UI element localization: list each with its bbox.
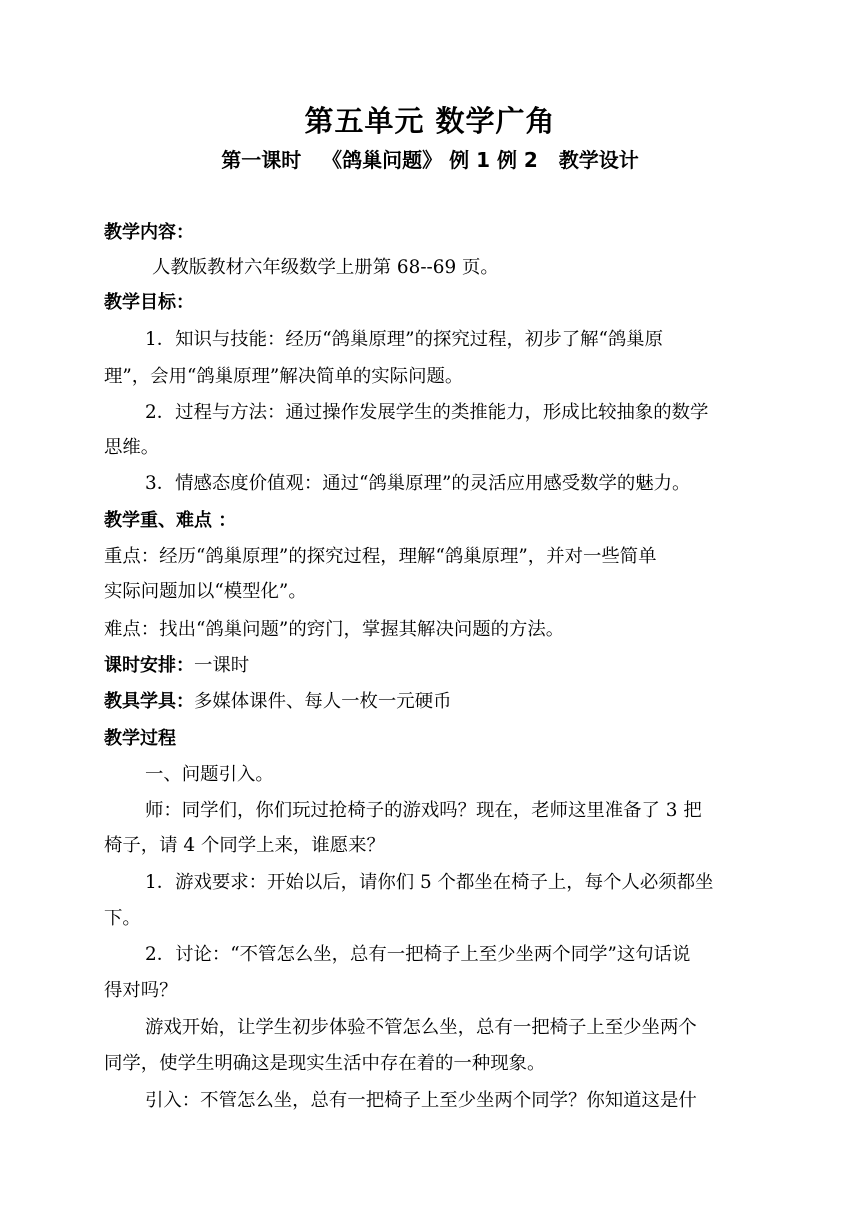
- materials-line: [104, 687, 451, 717]
- schedule-label: 课时安排：: [104, 655, 194, 676]
- schedule-line: [104, 651, 249, 681]
- page-subtitle: 第一课时 《鸽巢问题》 例 1 例 2 教学设计: [221, 148, 639, 172]
- paragraph-line: 一、问题引入。: [145, 764, 274, 785]
- paragraph-line: 思维。: [104, 437, 160, 458]
- paragraph-line: 师：同学们，你们玩过抢椅子的游戏吗？现在，老师这里准备了 3 把: [145, 800, 702, 821]
- paragraph-line: 下。: [104, 908, 141, 929]
- paragraph-line: 得对吗？: [104, 980, 178, 1001]
- materials-label: 教具学具：: [104, 691, 194, 712]
- paragraph-line: 理”，会用“鸽巢原理”解决简单的实际问题。: [104, 366, 464, 387]
- paragraph-line: 实际问题加以“模型化”。: [104, 581, 307, 602]
- paragraph-line: 2．讨论：“不管怎么坐，总有一把椅子上至少坐两个同学”这句话说: [145, 944, 691, 965]
- heading-teaching-process: 教学过程: [104, 728, 176, 749]
- paragraph-line: 重点：经历“鸽巢原理”的探究过程，理解“鸽巢原理”，并对一些简单: [104, 546, 657, 567]
- paragraph-line: 椅子，请 4 个同学上来，谁愿来？: [104, 835, 385, 856]
- paragraph-line: 3．情感态度价值观：通过“鸽巢原理”的灵活应用感受数学的魅力。: [145, 473, 691, 494]
- paragraph-line: 引入：不管怎么坐，总有一把椅子上至少坐两个同学？你知道这是什: [145, 1090, 697, 1111]
- heading-key-points: 教学重、难点 ：: [104, 510, 237, 531]
- heading-teaching-goals: 教学目标：: [104, 292, 194, 313]
- paragraph-line: 同学，使学生明确这是现实生活中存在着的一种现象。: [104, 1053, 546, 1074]
- paragraph-line: 游戏开始，让学生初步体验不管怎么坐，总有一把椅子上至少坐两个: [145, 1017, 697, 1038]
- materials-value: 多媒体课件、每人一枚一元硬币: [194, 691, 452, 712]
- schedule-value: 一课时: [194, 655, 250, 676]
- paragraph-line: 人教版教材六年级数学上册第 68--69 页。: [152, 257, 499, 278]
- heading-teaching-content: 教学内容：: [104, 222, 194, 243]
- paragraph-line: 2．过程与方法：通过操作发展学生的类推能力，形成比较抽象的数学: [145, 402, 709, 423]
- paragraph-line: 1．知识与技能：经历“鸽巢原理”的探究过程，初步了解“鸽巢原: [145, 329, 664, 350]
- page-title: 第五单元 数学广角: [304, 104, 556, 138]
- paragraph-line: 难点：找出“鸽巢问题”的窍门，掌握其解决问题的方法。: [104, 619, 565, 640]
- paragraph-line: 1．游戏要求：开始以后，请你们 5 个都坐在椅子上，每个人必须都坐: [145, 872, 714, 893]
